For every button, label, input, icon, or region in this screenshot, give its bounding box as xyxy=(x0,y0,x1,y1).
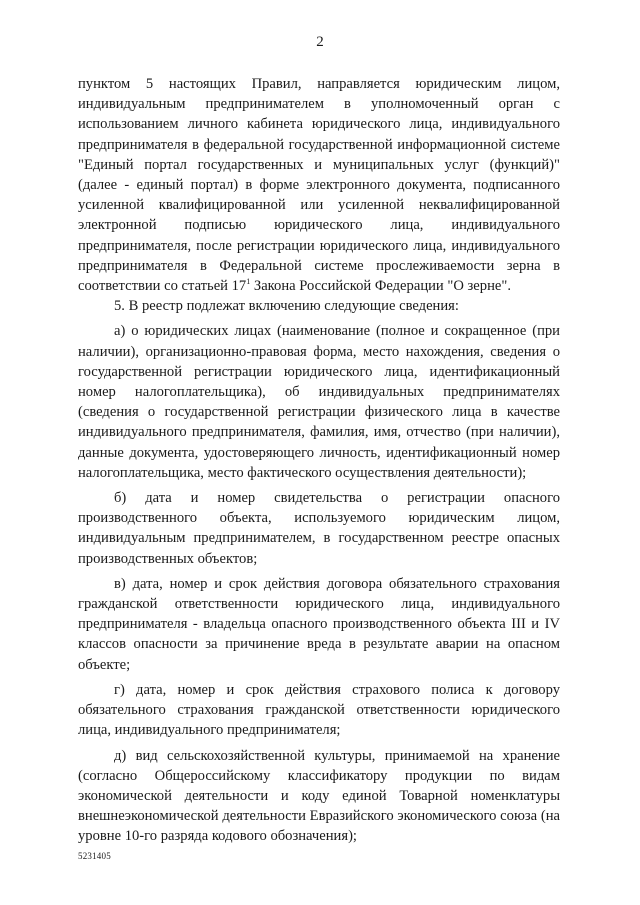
page-number: 2 xyxy=(316,34,324,50)
paragraph-text-tail: Закона Российской Федерации "О зерне". xyxy=(250,278,511,295)
document-code: 5231405 xyxy=(78,851,111,861)
paragraph-subitem-d: д) вид сельскохозяйственной культуры, принимаемой на хранение (согласно Общероссийскому классификатору продукции по видам экономической деятельности и коду единой Товарной номенклатуры внешнеэкономической деятельности Евразийского экономического союза (на уровне 10-го разряда кодового обозначения); xyxy=(78,747,560,845)
paragraph-subitem-a: а) о юридических лицах (наименование (полное и сокращенное (при наличии), организационно-правовая форма, место нахождения, сведения о государственной регистрации юридического лица, идентификационный номер налогоплательщика), об индивидуальных предпринимателях (сведения о государственной регистрации физического лица в качестве индивидуального предпринимателя, фамилия, имя, отчество (при наличии), данные документа, удостоверяющего личность, идентификационный номер налогоплательщика, место фактического осуществления деятельности); xyxy=(78,323,560,481)
document-body xyxy=(78,74,560,847)
paragraph-subitem-v: в) дата, номер и срок действия договора обязательного страхования гражданской ответственности юридического лица, индивидуального предпринимателя - владельца опасного производственного объекта III и IV классов опасности за причинение вреда в результате аварии на опасном объекте; xyxy=(78,575,560,673)
paragraph-item-5: 5. В реестр подлежат включению следующие сведения: xyxy=(114,298,459,315)
paragraph-subitem-g: г) дата, номер и срок действия страхового полиса к договору обязательного страхования гражданской ответственности юридического лица, индивидуального предпринимателя; xyxy=(78,681,560,739)
paragraph-text: пунктом 5 настоящих Правил, направляется юридическим лицом, индивидуальным предпринимателем в уполномоченный орган с использованием личного кабинета юридического лица, индивидуального предпринимателя в федеральной государственной информационной системе "Единый портал государственных и муниципальных услуг (функций)" (далее - единый портал) в форме электронного документа, подписанного усиленной квалифицированной или усиленной неквалифицированной электронной подписью юридического лица, индивидуального предпринимателя, после регистрации юридического лица, индивидуального предпринимателя в Федеральной системе прослеживаемости зерна в соответствии со статьей 17 xyxy=(78,76,560,295)
paragraph-continuation xyxy=(78,74,560,296)
article-superscript: 1 xyxy=(246,277,251,287)
paragraph-subitem-b: б) дата и номер свидетельства о регистрации опасного производственного объекта, используемого юридическим лицом, индивидуальным предпринимателем, в государственном реестре опасных производственных объектов; xyxy=(78,490,560,567)
